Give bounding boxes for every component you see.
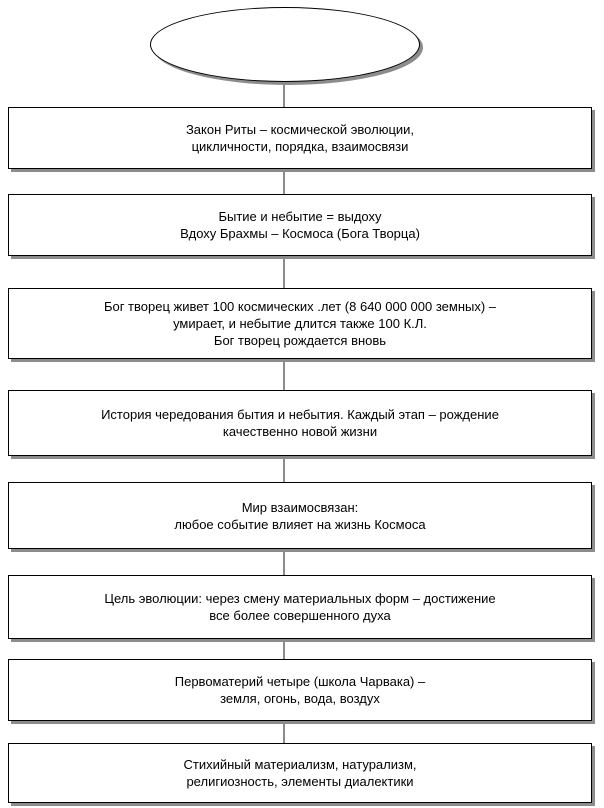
box-text-line: Бог творец живет 100 космических .лет (8 640 000 000 земных) –	[103, 299, 497, 314]
box-text-line: Вдоху Брахмы – Космоса (Бога Творца)	[180, 226, 420, 241]
box-text-line: Цель эволюции: через смену материальных форм – достижение	[104, 591, 496, 606]
box-spontaneous-materialism	[8, 743, 592, 803]
box-law-of-rita	[8, 107, 592, 169]
box-being-and-nonbeing	[8, 194, 592, 256]
box-world-interconnected	[8, 482, 592, 549]
box-text-line: Стихийный материализм, натурализм,	[183, 757, 417, 772]
box-text-line: все более совершенного духа	[209, 608, 391, 623]
box-history-of-alternation	[8, 390, 592, 456]
box-text-line: История чередования бытия и небытия. Каждый этап – рождение	[101, 407, 499, 422]
box-text-line: Мир взаимосвязан:	[241, 499, 359, 515]
box-text-line: качественно новой жизни	[222, 424, 378, 439]
box-text-line: земля, огонь, вода, воздух	[220, 691, 380, 706]
box-goal-of-evolution	[8, 575, 592, 639]
box-text-line: Закон Риты – космической эволюции,	[185, 122, 415, 137]
box-text-line: умирает, и небытие длится также 100 К.Л.	[173, 316, 427, 331]
box-text-line: религиозность, элементы диалектики	[186, 774, 414, 789]
box-text-line: любое событие влияет на жизнь Космоса	[174, 516, 426, 532]
box-four-primary-elements	[8, 659, 592, 721]
top-ellipse-node	[150, 7, 420, 82]
box-text-line: Бог творец рождается вновь	[213, 333, 387, 348]
box-god-creator-lifespan	[8, 288, 592, 359]
box-text-line: цикличности, порядка, взаимосвязи	[191, 139, 409, 154]
box-text-line: Первоматерий четыре (школа Чарвака) –	[174, 674, 426, 689]
box-text-line: Бытие и небытие = выдоху	[218, 209, 382, 224]
